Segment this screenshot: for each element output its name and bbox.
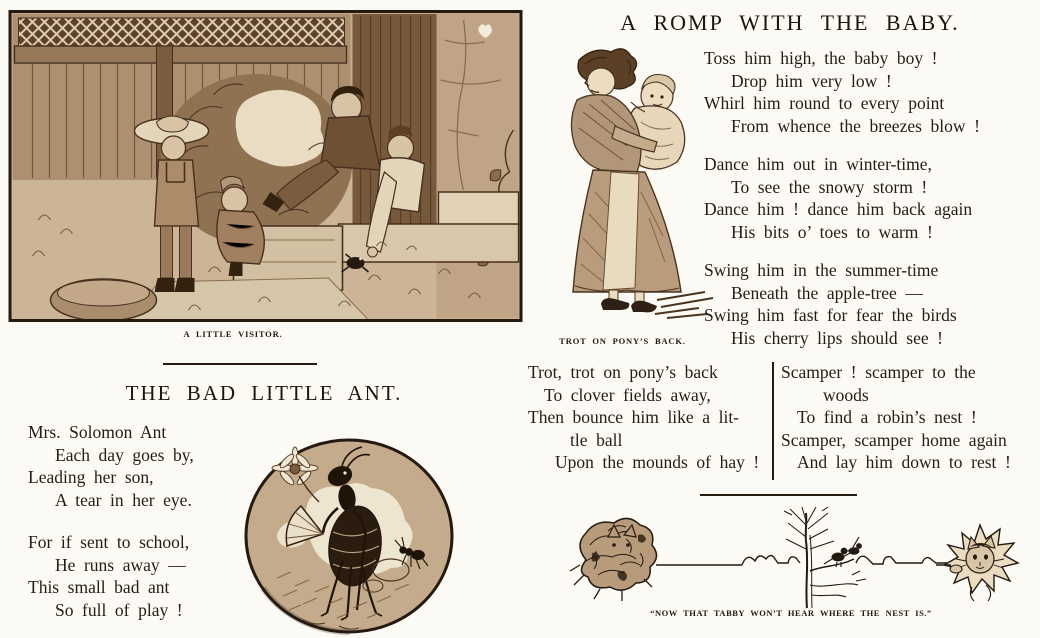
yard-caption: A LITTLE VISITOR.: [183, 329, 283, 339]
ant-poem-title: THE BAD LITTLE ANT.: [125, 381, 403, 405]
poem-line: Drop him very low !: [731, 70, 892, 91]
poem-line: Then bounce him like a lit-: [528, 407, 740, 427]
romp-stanza-1: [704, 47, 1040, 137]
romp-poem: [704, 47, 1040, 349]
poem-line: For if sent to school,: [28, 532, 190, 552]
poem-line: Upon the mounds of hay !: [555, 452, 760, 472]
poem-line: Trot, trot on pony’s back: [528, 362, 718, 382]
poem-line: His bits o’ toes to warm !: [731, 221, 933, 242]
poem-line: Scamper ! scamper to the: [781, 362, 976, 382]
poem-line: Dance him ! dance him back again: [704, 199, 973, 219]
poem-line: Scamper, scamper home again: [781, 429, 1007, 450]
poem-line: To clover fields away,: [544, 384, 711, 405]
poem-line: tle ball: [570, 429, 623, 450]
mother-ant-picture: [243, 438, 455, 636]
romp-stanza-3: [704, 259, 1040, 349]
yard-scene-illustration: [8, 10, 523, 322]
poem-line: His cherry lips should see !: [731, 327, 944, 348]
poem-line: From whence the breezes blow !: [731, 115, 980, 136]
ant-vignette-illustration: [243, 438, 455, 636]
poem-line: Whirl him round to every point: [704, 93, 945, 113]
ant-stanza-1: [28, 421, 263, 511]
trot-verse-column: [528, 361, 774, 474]
poem-line: Beneath the apple-tree —: [731, 282, 923, 303]
left-section-divider: [163, 363, 317, 365]
poem-line: And lay him down to rest !: [797, 452, 1011, 472]
romp-stanza-2: [704, 153, 1040, 243]
poem-line: To see the snowy storm !: [731, 176, 928, 197]
poem-line: Each day goes by,: [55, 444, 194, 465]
poem-line: Leading her son,: [28, 467, 154, 487]
ant-poem: [28, 421, 263, 621]
scamper-verse-column: [781, 361, 1039, 474]
poem-line: Dance him out in winter-time,: [704, 154, 932, 174]
poem-line: woods: [823, 384, 869, 405]
verse-column-divider: [772, 362, 774, 480]
poem-line: So full of play !: [55, 599, 183, 620]
tabby-and-birds-illustration: [556, 505, 1036, 610]
right-section-divider: [700, 494, 857, 496]
bottom-caption: “NOW THAT TABBY WON’T HEAR WHERE THE NEST IS.”: [650, 608, 932, 618]
poem-line: A tear in her eye.: [55, 489, 192, 510]
romp-title: A ROMP WITH THE BABY.: [620, 10, 960, 35]
poem-line: Swing him in the summer-time: [704, 260, 939, 280]
poem-line: This small bad ant: [28, 577, 170, 597]
poem-line: He runs away —: [55, 554, 186, 575]
pony-figure-caption: TROT ON PONY’S BACK.: [559, 336, 686, 346]
poem-line: To find a robin’s nest !: [797, 407, 977, 427]
poem-line: Toss him high, the baby boy !: [704, 48, 938, 68]
poem-line: Mrs. Solomon Ant: [28, 422, 167, 442]
poem-line: Swing him fast for fear the birds: [704, 305, 957, 325]
children-and-frog-picture: [8, 10, 523, 322]
tabby-birds-picture: [556, 505, 1036, 610]
ant-stanza-2: [28, 531, 263, 621]
